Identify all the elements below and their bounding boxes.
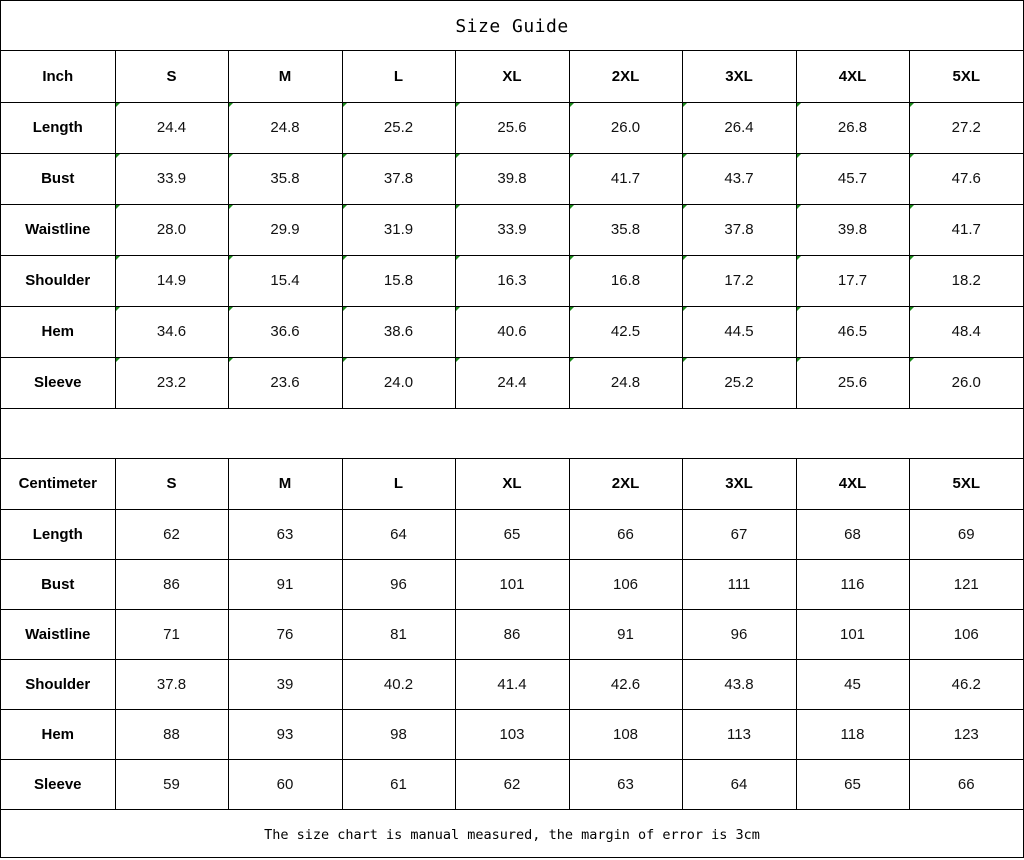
table-row [1, 659, 1023, 709]
header-row [1, 51, 1023, 102]
measurement-cell: 65 [455, 509, 569, 559]
size-header-xl: XL [455, 459, 569, 509]
footer-note: The size chart is manual measured, the margin of error is 3cm [1, 809, 1023, 857]
table-row [1, 357, 1023, 408]
size-header-4xl: 4XL [796, 459, 909, 509]
table-row [1, 609, 1023, 659]
row-label-shoulder: Shoulder [1, 659, 115, 709]
measurement-cell: 31.9 [342, 204, 455, 255]
measurement-cell: 46.5 [796, 306, 909, 357]
page-title: Size Guide [1, 1, 1023, 51]
measurement-cell: 121 [909, 559, 1023, 609]
measurement-cell: 91 [569, 609, 682, 659]
measurement-cell: 44.5 [682, 306, 796, 357]
measurement-cell: 96 [342, 559, 455, 609]
measurement-cell: 33.9 [115, 153, 228, 204]
measurement-cell: 76 [228, 609, 342, 659]
measurement-cell: 47.6 [909, 153, 1023, 204]
measurement-cell: 15.8 [342, 255, 455, 306]
size-header-2xl: 2XL [569, 459, 682, 509]
measurement-cell: 42.5 [569, 306, 682, 357]
measurement-cell: 25.6 [455, 102, 569, 153]
measurement-cell: 24.0 [342, 357, 455, 408]
table-row [1, 204, 1023, 255]
size-header-s: S [115, 51, 228, 102]
measurement-cell: 25.6 [796, 357, 909, 408]
measurement-cell: 66 [569, 509, 682, 559]
measurement-cell: 66 [909, 759, 1023, 809]
table-row [1, 709, 1023, 759]
measurement-cell: 63 [569, 759, 682, 809]
measurement-cell: 61 [342, 759, 455, 809]
measurement-cell: 42.6 [569, 659, 682, 709]
measurement-cell: 91 [228, 559, 342, 609]
row-label-hem: Hem [1, 306, 115, 357]
measurement-cell: 67 [682, 509, 796, 559]
table-row [1, 153, 1023, 204]
measurement-cell: 123 [909, 709, 1023, 759]
measurement-cell: 26.4 [682, 102, 796, 153]
size-header-2xl: 2XL [569, 51, 682, 102]
measurement-cell: 86 [455, 609, 569, 659]
row-label-waistline: Waistline [1, 204, 115, 255]
measurement-cell: 113 [682, 709, 796, 759]
header-row [1, 459, 1023, 509]
row-label-waistline: Waistline [1, 609, 115, 659]
row-label-bust: Bust [1, 153, 115, 204]
measurement-cell: 23.2 [115, 357, 228, 408]
unit-label: Centimeter [1, 459, 115, 509]
measurement-cell: 45 [796, 659, 909, 709]
measurement-cell: 25.2 [342, 102, 455, 153]
measurement-cell: 45.7 [796, 153, 909, 204]
measurement-cell: 14.9 [115, 255, 228, 306]
measurement-cell: 41.4 [455, 659, 569, 709]
measurement-cell: 48.4 [909, 306, 1023, 357]
size-header-m: M [228, 459, 342, 509]
measurement-cell: 60 [228, 759, 342, 809]
measurement-cell: 35.8 [228, 153, 342, 204]
measurement-cell: 40.2 [342, 659, 455, 709]
measurement-cell: 28.0 [115, 204, 228, 255]
measurement-cell: 96 [682, 609, 796, 659]
measurement-cell: 106 [569, 559, 682, 609]
table-separator [1, 408, 1023, 459]
measurement-cell: 116 [796, 559, 909, 609]
measurement-cell: 101 [455, 559, 569, 609]
measurement-cell: 39.8 [796, 204, 909, 255]
centimeter-size-table [1, 459, 1023, 809]
measurement-cell: 15.4 [228, 255, 342, 306]
measurement-cell: 59 [115, 759, 228, 809]
measurement-cell: 37.8 [682, 204, 796, 255]
measurement-cell: 39 [228, 659, 342, 709]
measurement-cell: 17.7 [796, 255, 909, 306]
measurement-cell: 29.9 [228, 204, 342, 255]
inch-size-table [1, 51, 1023, 408]
measurement-cell: 69 [909, 509, 1023, 559]
table-row [1, 509, 1023, 559]
size-header-3xl: 3XL [682, 459, 796, 509]
size-header-5xl: 5XL [909, 459, 1023, 509]
measurement-cell: 98 [342, 709, 455, 759]
measurement-cell: 26.8 [796, 102, 909, 153]
size-header-xl: XL [455, 51, 569, 102]
measurement-cell: 34.6 [115, 306, 228, 357]
measurement-cell: 62 [455, 759, 569, 809]
measurement-cell: 16.3 [455, 255, 569, 306]
measurement-cell: 64 [342, 509, 455, 559]
measurement-cell: 25.2 [682, 357, 796, 408]
measurement-cell: 62 [115, 509, 228, 559]
measurement-cell: 24.4 [455, 357, 569, 408]
table-row [1, 559, 1023, 609]
size-header-4xl: 4XL [796, 51, 909, 102]
measurement-cell: 37.8 [342, 153, 455, 204]
measurement-cell: 106 [909, 609, 1023, 659]
measurement-cell: 71 [115, 609, 228, 659]
measurement-cell: 36.6 [228, 306, 342, 357]
table-row [1, 255, 1023, 306]
size-header-s: S [115, 459, 228, 509]
measurement-cell: 24.4 [115, 102, 228, 153]
measurement-cell: 43.7 [682, 153, 796, 204]
measurement-cell: 27.2 [909, 102, 1023, 153]
measurement-cell: 46.2 [909, 659, 1023, 709]
row-label-sleeve: Sleeve [1, 759, 115, 809]
measurement-cell: 81 [342, 609, 455, 659]
table-row [1, 102, 1023, 153]
measurement-cell: 33.9 [455, 204, 569, 255]
row-label-length: Length [1, 509, 115, 559]
row-label-shoulder: Shoulder [1, 255, 115, 306]
measurement-cell: 101 [796, 609, 909, 659]
measurement-cell: 93 [228, 709, 342, 759]
measurement-cell: 103 [455, 709, 569, 759]
measurement-cell: 64 [682, 759, 796, 809]
measurement-cell: 43.8 [682, 659, 796, 709]
row-label-length: Length [1, 102, 115, 153]
measurement-cell: 68 [796, 509, 909, 559]
measurement-cell: 16.8 [569, 255, 682, 306]
measurement-cell: 86 [115, 559, 228, 609]
measurement-cell: 17.2 [682, 255, 796, 306]
measurement-cell: 118 [796, 709, 909, 759]
measurement-cell: 26.0 [909, 357, 1023, 408]
measurement-cell: 24.8 [228, 102, 342, 153]
measurement-cell: 23.6 [228, 357, 342, 408]
measurement-cell: 24.8 [569, 357, 682, 408]
measurement-cell: 88 [115, 709, 228, 759]
measurement-cell: 65 [796, 759, 909, 809]
measurement-cell: 63 [228, 509, 342, 559]
unit-label: Inch [1, 51, 115, 102]
size-header-l: L [342, 51, 455, 102]
measurement-cell: 35.8 [569, 204, 682, 255]
measurement-cell: 40.6 [455, 306, 569, 357]
table-row [1, 759, 1023, 809]
size-header-m: M [228, 51, 342, 102]
measurement-cell: 18.2 [909, 255, 1023, 306]
measurement-cell: 38.6 [342, 306, 455, 357]
measurement-cell: 41.7 [569, 153, 682, 204]
row-label-sleeve: Sleeve [1, 357, 115, 408]
row-label-hem: Hem [1, 709, 115, 759]
size-header-5xl: 5XL [909, 51, 1023, 102]
row-label-bust: Bust [1, 559, 115, 609]
size-header-3xl: 3XL [682, 51, 796, 102]
measurement-cell: 108 [569, 709, 682, 759]
measurement-cell: 41.7 [909, 204, 1023, 255]
measurement-cell: 37.8 [115, 659, 228, 709]
table-row [1, 306, 1023, 357]
measurement-cell: 111 [682, 559, 796, 609]
measurement-cell: 39.8 [455, 153, 569, 204]
measurement-cell: 26.0 [569, 102, 682, 153]
size-header-l: L [342, 459, 455, 509]
